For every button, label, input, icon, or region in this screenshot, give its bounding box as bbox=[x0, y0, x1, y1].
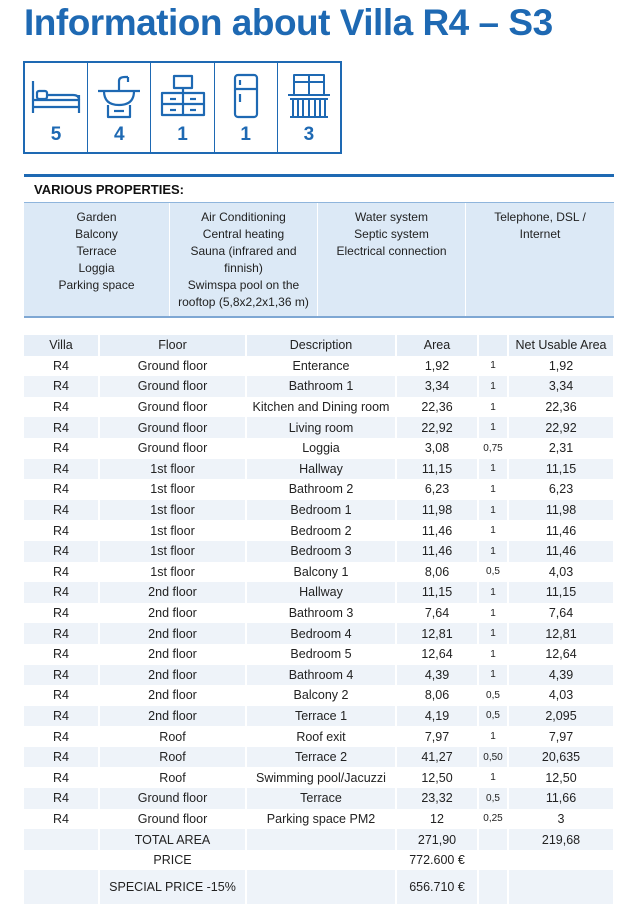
cell-description: Living room bbox=[246, 417, 396, 438]
table-row bbox=[24, 767, 614, 788]
cell-description: Bedroom 1 bbox=[246, 500, 396, 521]
cell-factor: 1 bbox=[478, 500, 508, 521]
cell-net-area: 22,92 bbox=[508, 417, 614, 438]
property-item: Septic system bbox=[354, 227, 429, 241]
cell-floor: 1st floor bbox=[99, 459, 246, 480]
cell-factor: 1 bbox=[478, 479, 508, 500]
page-title: Information about Villa R4 – S3 bbox=[24, 2, 553, 43]
cell-area: 3,34 bbox=[396, 376, 478, 397]
property-item: Terrace bbox=[76, 244, 117, 258]
cell-area: 6,23 bbox=[396, 479, 478, 500]
cell-net-area: 4,03 bbox=[508, 562, 614, 583]
cell-floor: 2nd floor bbox=[99, 706, 246, 727]
cell-factor: 0,5 bbox=[478, 562, 508, 583]
cell-floor: 2nd floor bbox=[99, 665, 246, 686]
table-row bbox=[24, 479, 614, 500]
property-item: Swimspa pool on the bbox=[187, 278, 300, 292]
cell-factor: 0,25 bbox=[478, 809, 508, 830]
cell-villa: R4 bbox=[24, 809, 99, 830]
cell-net-area: 12,81 bbox=[508, 623, 614, 644]
property-item: Garden bbox=[76, 210, 117, 224]
table-row bbox=[24, 562, 614, 583]
cell-floor: Ground floor bbox=[99, 376, 246, 397]
cell-factor: 1 bbox=[478, 767, 508, 788]
cell-villa: R4 bbox=[24, 376, 99, 397]
cell-area: 11,15 bbox=[396, 459, 478, 480]
cell-description: Enterance bbox=[246, 356, 396, 377]
cell-description: Bedroom 5 bbox=[246, 644, 396, 665]
cell-factor: 1 bbox=[478, 603, 508, 624]
kitchen-icon bbox=[156, 73, 210, 119]
cell-description: Terrace 1 bbox=[246, 706, 396, 727]
properties-panel bbox=[24, 202, 614, 318]
cell-factor: 1 bbox=[478, 726, 508, 747]
table-row bbox=[24, 644, 614, 665]
cell-floor: 2nd floor bbox=[99, 582, 246, 603]
cell-area: 12 bbox=[396, 809, 478, 830]
properties-heading: VARIOUS PROPERTIES: bbox=[24, 174, 614, 202]
special-price-label: SPECIAL PRICE -15% bbox=[99, 870, 246, 904]
table-row bbox=[24, 665, 614, 686]
cell-villa: R4 bbox=[24, 520, 99, 541]
properties-column-climate bbox=[170, 203, 318, 316]
cell-factor: 1 bbox=[478, 582, 508, 603]
amenities-box bbox=[23, 61, 342, 154]
column-header-floor: Floor bbox=[99, 335, 246, 356]
table-row bbox=[24, 356, 614, 377]
amenity-bathrooms bbox=[88, 63, 151, 152]
property-item: Central heating bbox=[202, 227, 285, 241]
cell-floor: Ground floor bbox=[99, 417, 246, 438]
property-item: Loggia bbox=[78, 261, 115, 275]
properties-column-utilities bbox=[318, 203, 466, 316]
total-area-value: 271,90 bbox=[396, 829, 478, 850]
cell-villa: R4 bbox=[24, 500, 99, 521]
balcony-icon bbox=[282, 73, 336, 119]
cell-villa: R4 bbox=[24, 582, 99, 603]
price-value: 772.600 € bbox=[396, 850, 478, 871]
column-header-net-area: Net Usable Area bbox=[508, 335, 614, 356]
table-row bbox=[24, 417, 614, 438]
cell-floor: Ground floor bbox=[99, 809, 246, 830]
cell-factor: 1 bbox=[478, 644, 508, 665]
table-row bbox=[24, 747, 614, 768]
cell-factor: 1 bbox=[478, 459, 508, 480]
cell-net-area: 4,03 bbox=[508, 685, 614, 706]
table-row bbox=[24, 603, 614, 624]
cell-net-area: 20,635 bbox=[508, 747, 614, 768]
table-row bbox=[24, 500, 614, 521]
cell-description: Parking space PM2 bbox=[246, 809, 396, 830]
cell-area: 4,19 bbox=[396, 706, 478, 727]
cell-factor: 1 bbox=[478, 356, 508, 377]
cell-net-area: 2,31 bbox=[508, 438, 614, 459]
cell-villa: R4 bbox=[24, 603, 99, 624]
property-item: Balcony bbox=[75, 227, 118, 241]
property-item: rooftop (5,8x2,2x1,36 m) bbox=[178, 295, 309, 309]
column-header-factor bbox=[478, 335, 508, 356]
cell-floor: Ground floor bbox=[99, 788, 246, 809]
property-item: Parking space bbox=[58, 278, 135, 292]
table-row bbox=[24, 788, 614, 809]
table-row bbox=[24, 397, 614, 418]
cell-factor: 1 bbox=[478, 623, 508, 644]
cell-net-area: 6,23 bbox=[508, 479, 614, 500]
cell-net-area: 22,36 bbox=[508, 397, 614, 418]
cell-area: 11,46 bbox=[396, 520, 478, 541]
cell-floor: 2nd floor bbox=[99, 644, 246, 665]
sink-icon bbox=[92, 73, 146, 119]
cell-factor: 0,50 bbox=[478, 747, 508, 768]
table-row bbox=[24, 726, 614, 747]
table-row bbox=[24, 520, 614, 541]
cell-villa: R4 bbox=[24, 644, 99, 665]
cell-description: Balcony 2 bbox=[246, 685, 396, 706]
table-row bbox=[24, 685, 614, 706]
cell-net-area: 11,15 bbox=[508, 582, 614, 603]
amenity-balconies bbox=[278, 63, 340, 152]
cell-floor: 1st floor bbox=[99, 562, 246, 583]
cell-floor: 2nd floor bbox=[99, 623, 246, 644]
cell-description: Bedroom 2 bbox=[246, 520, 396, 541]
cell-villa: R4 bbox=[24, 479, 99, 500]
cell-villa: R4 bbox=[24, 417, 99, 438]
price-row bbox=[24, 850, 614, 871]
cell-area: 12,81 bbox=[396, 623, 478, 644]
cell-villa: R4 bbox=[24, 788, 99, 809]
cell-villa: R4 bbox=[24, 726, 99, 747]
cell-villa: R4 bbox=[24, 438, 99, 459]
column-header-villa: Villa bbox=[24, 335, 99, 356]
table-row bbox=[24, 809, 614, 830]
column-header-area: Area bbox=[396, 335, 478, 356]
cell-floor: 1st floor bbox=[99, 479, 246, 500]
cell-factor: 0,5 bbox=[478, 685, 508, 706]
table-row bbox=[24, 376, 614, 397]
cell-floor: Ground floor bbox=[99, 438, 246, 459]
cell-net-area: 7,64 bbox=[508, 603, 614, 624]
property-item: Sauna (infrared and bbox=[190, 244, 297, 258]
cell-area: 8,06 bbox=[396, 685, 478, 706]
cell-net-area: 11,46 bbox=[508, 520, 614, 541]
properties-column-outdoor bbox=[24, 203, 170, 316]
cell-area: 12,50 bbox=[396, 767, 478, 788]
cell-net-area: 11,98 bbox=[508, 500, 614, 521]
cell-description: Bathroom 2 bbox=[246, 479, 396, 500]
amenity-count: 4 bbox=[114, 124, 125, 145]
cell-description: Roof exit bbox=[246, 726, 396, 747]
cell-floor: 2nd floor bbox=[99, 685, 246, 706]
cell-floor: 1st floor bbox=[99, 500, 246, 521]
amenity-fridges bbox=[215, 63, 278, 152]
cell-floor: Ground floor bbox=[99, 397, 246, 418]
cell-villa: R4 bbox=[24, 685, 99, 706]
cell-villa: R4 bbox=[24, 397, 99, 418]
fridge-icon bbox=[219, 73, 273, 119]
cell-factor: 1 bbox=[478, 417, 508, 438]
cell-area: 7,64 bbox=[396, 603, 478, 624]
property-item: finnish) bbox=[224, 261, 263, 275]
amenity-kitchens bbox=[151, 63, 214, 152]
column-header-description: Description bbox=[246, 335, 396, 356]
cell-area: 11,15 bbox=[396, 582, 478, 603]
cell-factor: 0,5 bbox=[478, 706, 508, 727]
cell-description: Hallway bbox=[246, 459, 396, 480]
cell-net-area: 11,66 bbox=[508, 788, 614, 809]
rooms-table bbox=[24, 335, 615, 904]
cell-villa: R4 bbox=[24, 356, 99, 377]
cell-floor: 1st floor bbox=[99, 520, 246, 541]
cell-description: Balcony 1 bbox=[246, 562, 396, 583]
cell-net-area: 11,46 bbox=[508, 541, 614, 562]
cell-description: Bathroom 4 bbox=[246, 665, 396, 686]
special-price-value: 656.710 € bbox=[396, 870, 478, 904]
table-row bbox=[24, 582, 614, 603]
cell-villa: R4 bbox=[24, 541, 99, 562]
cell-description: Bedroom 4 bbox=[246, 623, 396, 644]
cell-area: 11,46 bbox=[396, 541, 478, 562]
cell-area: 22,92 bbox=[396, 417, 478, 438]
cell-area: 7,97 bbox=[396, 726, 478, 747]
table-row bbox=[24, 459, 614, 480]
cell-floor: Roof bbox=[99, 747, 246, 768]
cell-net-area: 12,50 bbox=[508, 767, 614, 788]
cell-description: Bathroom 1 bbox=[246, 376, 396, 397]
cell-factor: 0,5 bbox=[478, 788, 508, 809]
cell-description: Hallway bbox=[246, 582, 396, 603]
total-net-area-value: 219,68 bbox=[508, 829, 614, 850]
cell-villa: R4 bbox=[24, 562, 99, 583]
properties-column-telecom bbox=[466, 203, 614, 316]
cell-description: Bedroom 3 bbox=[246, 541, 396, 562]
cell-net-area: 7,97 bbox=[508, 726, 614, 747]
amenity-count: 1 bbox=[240, 124, 251, 145]
cell-villa: R4 bbox=[24, 623, 99, 644]
cell-floor: 1st floor bbox=[99, 541, 246, 562]
amenity-bedrooms bbox=[25, 63, 88, 152]
cell-floor: 2nd floor bbox=[99, 603, 246, 624]
cell-area: 12,64 bbox=[396, 644, 478, 665]
cell-net-area: 4,39 bbox=[508, 665, 614, 686]
cell-description: Swimming pool/Jacuzzi bbox=[246, 767, 396, 788]
cell-description: Loggia bbox=[246, 438, 396, 459]
cell-factor: 1 bbox=[478, 665, 508, 686]
cell-area: 23,32 bbox=[396, 788, 478, 809]
table-row bbox=[24, 541, 614, 562]
cell-factor: 1 bbox=[478, 376, 508, 397]
cell-area: 3,08 bbox=[396, 438, 478, 459]
cell-factor: 0,75 bbox=[478, 438, 508, 459]
property-item: Water system bbox=[355, 210, 428, 224]
cell-description: Bathroom 3 bbox=[246, 603, 396, 624]
bed-icon bbox=[29, 73, 83, 119]
cell-net-area: 3 bbox=[508, 809, 614, 830]
cell-area: 41,27 bbox=[396, 747, 478, 768]
cell-net-area: 12,64 bbox=[508, 644, 614, 665]
special-price-row bbox=[24, 870, 614, 904]
cell-net-area: 1,92 bbox=[508, 356, 614, 377]
cell-net-area: 2,095 bbox=[508, 706, 614, 727]
cell-description: Terrace bbox=[246, 788, 396, 809]
cell-villa: R4 bbox=[24, 767, 99, 788]
table-row bbox=[24, 623, 614, 644]
total-area-row bbox=[24, 829, 614, 850]
table-header-row bbox=[24, 335, 614, 356]
amenity-count: 5 bbox=[50, 124, 62, 145]
cell-area: 1,92 bbox=[396, 356, 478, 377]
cell-floor: Ground floor bbox=[99, 356, 246, 377]
cell-area: 4,39 bbox=[396, 665, 478, 686]
cell-area: 8,06 bbox=[396, 562, 478, 583]
property-item: Electrical connection bbox=[336, 244, 447, 258]
property-item: Telephone, DSL / bbox=[494, 210, 586, 224]
cell-factor: 1 bbox=[478, 520, 508, 541]
cell-villa: R4 bbox=[24, 706, 99, 727]
cell-net-area: 3,34 bbox=[508, 376, 614, 397]
cell-description: Kitchen and Dining room bbox=[246, 397, 396, 418]
cell-area: 11,98 bbox=[396, 500, 478, 521]
cell-villa: R4 bbox=[24, 459, 99, 480]
amenity-count: 3 bbox=[303, 124, 315, 145]
price-label: PRICE bbox=[99, 850, 246, 871]
cell-area: 22,36 bbox=[396, 397, 478, 418]
cell-description: Terrace 2 bbox=[246, 747, 396, 768]
cell-factor: 1 bbox=[478, 397, 508, 418]
cell-villa: R4 bbox=[24, 665, 99, 686]
property-item: Air Conditioning bbox=[201, 210, 286, 224]
property-item: Internet bbox=[519, 227, 561, 241]
cell-factor: 1 bbox=[478, 541, 508, 562]
cell-villa: R4 bbox=[24, 747, 99, 768]
total-area-label: TOTAL AREA bbox=[99, 829, 246, 850]
cell-net-area: 11,15 bbox=[508, 459, 614, 480]
table-row bbox=[24, 706, 614, 727]
cell-floor: Roof bbox=[99, 726, 246, 747]
cell-floor: Roof bbox=[99, 767, 246, 788]
amenity-count: 1 bbox=[177, 124, 188, 145]
table-row bbox=[24, 438, 614, 459]
